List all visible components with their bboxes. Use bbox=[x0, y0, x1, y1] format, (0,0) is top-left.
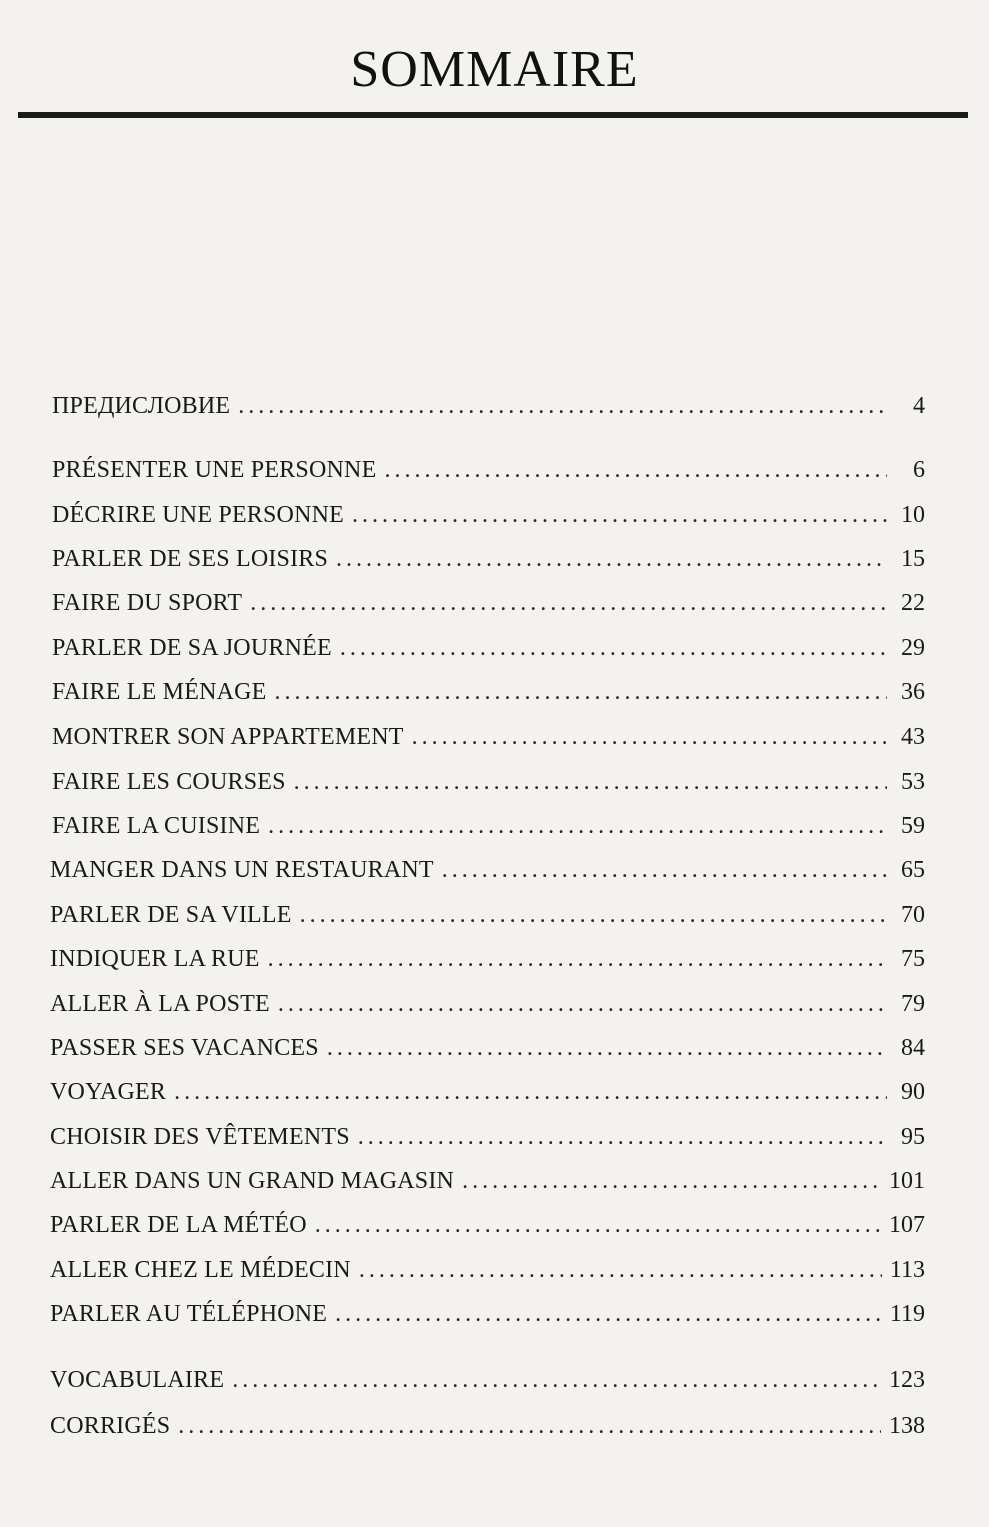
toc-entry-title: ALLER DANS UN GRAND MAGASIN bbox=[50, 1168, 455, 1194]
toc-entry[interactable] bbox=[52, 630, 925, 666]
toc-entry[interactable] bbox=[52, 452, 925, 488]
toc-entry-page-number: 123 bbox=[889, 1367, 925, 1393]
page-title: SOMMAIRE bbox=[350, 41, 639, 98]
toc-entry-page-number: 107 bbox=[889, 1212, 925, 1238]
toc-entry-title: PARLER DE SA VILLE bbox=[50, 902, 292, 928]
toc-entry-page-number: 59 bbox=[901, 813, 925, 839]
toc-entry-page-number: 101 bbox=[889, 1168, 925, 1194]
toc-entry[interactable] bbox=[50, 1252, 925, 1288]
dot-leader bbox=[359, 1252, 882, 1288]
toc-entry-title: PRÉSENTER UNE PERSONNE bbox=[52, 457, 377, 483]
toc-entry-page-number: 15 bbox=[901, 546, 925, 572]
dot-leader bbox=[327, 1030, 887, 1066]
toc-entry-title: PARLER AU TÉLÉPHONE bbox=[50, 1301, 328, 1327]
toc-entry[interactable] bbox=[50, 1119, 925, 1155]
toc-entry[interactable] bbox=[50, 897, 925, 933]
toc-entry-page-number: 22 bbox=[901, 590, 925, 616]
toc-entry-page-number: 65 bbox=[901, 857, 925, 883]
toc-entry-page-number: 119 bbox=[889, 1301, 925, 1327]
dot-leader bbox=[278, 986, 887, 1022]
dot-leader bbox=[352, 497, 887, 533]
toc-entry-page-number: 4 bbox=[913, 393, 925, 419]
toc-entry-page-number: 79 bbox=[901, 991, 925, 1017]
toc-entry[interactable] bbox=[50, 1362, 925, 1398]
toc-entry[interactable] bbox=[52, 585, 925, 621]
toc-entry-page-number: 70 bbox=[901, 902, 925, 928]
toc-entry-title: VOYAGER bbox=[50, 1079, 167, 1105]
toc-entry[interactable] bbox=[52, 719, 925, 755]
title-rule bbox=[18, 112, 968, 118]
toc-entry-title: PARLER DE SES LOISIRS bbox=[52, 546, 329, 572]
dot-leader bbox=[442, 852, 887, 888]
toc-entry-page-number: 10 bbox=[901, 502, 925, 528]
dot-leader bbox=[294, 764, 887, 800]
toc-entry[interactable] bbox=[50, 852, 925, 888]
toc-entry-page-number: 36 bbox=[901, 679, 925, 705]
toc-entry[interactable] bbox=[50, 1408, 925, 1444]
toc-entry-title: FAIRE LA CUISINE bbox=[52, 813, 261, 839]
toc-entry[interactable] bbox=[52, 541, 925, 577]
dot-leader bbox=[250, 585, 887, 621]
toc-entry[interactable] bbox=[52, 674, 925, 710]
toc-entry-title: PARLER DE SA JOURNÉE bbox=[52, 635, 332, 661]
toc-entry-title: ALLER À LA POSTE bbox=[50, 991, 270, 1017]
dot-leader bbox=[275, 674, 887, 710]
toc-entry[interactable] bbox=[52, 497, 925, 533]
toc-entry-page-number: 29 bbox=[901, 635, 925, 661]
toc-entry-page-number: 53 bbox=[901, 769, 925, 795]
toc-entry[interactable] bbox=[50, 986, 925, 1022]
toc-entry-title: FAIRE DU SPORT bbox=[52, 590, 243, 616]
toc-entry-title: FAIRE LES COURSES bbox=[52, 769, 286, 795]
toc-entry-page-number: 84 bbox=[901, 1035, 925, 1061]
dot-leader bbox=[232, 1362, 881, 1398]
toc-entry[interactable] bbox=[50, 941, 925, 977]
toc-entry-title: FAIRE LE MÉNAGE bbox=[52, 679, 267, 705]
dot-leader bbox=[340, 630, 887, 666]
toc-entry-title: MONTRER SON APPARTEMENT bbox=[52, 724, 404, 750]
toc-entry-page-number: 113 bbox=[889, 1257, 925, 1283]
dot-leader bbox=[178, 1408, 881, 1444]
toc-entry-title: MANGER DANS UN RESTAURANT bbox=[50, 857, 434, 883]
toc-entry-title: INDIQUER LA RUE bbox=[50, 946, 260, 972]
toc-entry-page-number: 95 bbox=[901, 1124, 925, 1150]
toc-entry-title: DÉCRIRE UNE PERSONNE bbox=[52, 502, 345, 528]
toc-entry[interactable] bbox=[52, 764, 925, 800]
toc-entry-page-number: 6 bbox=[913, 457, 925, 483]
toc-entry-title: PARLER DE LA MÉTÉO bbox=[50, 1212, 307, 1238]
toc-entry-title: CORRIGÉS bbox=[50, 1413, 171, 1439]
dot-leader bbox=[315, 1207, 881, 1243]
dot-leader bbox=[268, 941, 887, 977]
dot-leader bbox=[336, 541, 887, 577]
toc-entry-page-number: 75 bbox=[901, 946, 925, 972]
toc-entry[interactable] bbox=[52, 388, 925, 424]
toc-entry[interactable] bbox=[50, 1163, 925, 1199]
toc-entry-page-number: 90 bbox=[901, 1079, 925, 1105]
toc-entry[interactable] bbox=[50, 1030, 925, 1066]
toc-entry-title: VOCABULAIRE bbox=[50, 1367, 225, 1393]
toc-entry[interactable] bbox=[52, 808, 925, 844]
dot-leader bbox=[268, 808, 887, 844]
toc-entry-title: PASSER SES VACANCES bbox=[50, 1035, 319, 1061]
toc-entry-page-number: 138 bbox=[889, 1413, 925, 1439]
dot-leader bbox=[238, 388, 887, 424]
toc-entry-title: ПРЕДИСЛОВИЕ bbox=[52, 393, 231, 419]
toc-entry-title: CHOISIR DES VÊTEMENTS bbox=[50, 1124, 350, 1150]
dot-leader bbox=[412, 719, 887, 755]
dot-leader bbox=[358, 1119, 887, 1155]
toc-entry-page-number: 43 bbox=[901, 724, 925, 750]
toc-entry[interactable] bbox=[50, 1296, 925, 1332]
dot-leader bbox=[335, 1296, 882, 1332]
dot-leader bbox=[462, 1163, 881, 1199]
dot-leader bbox=[174, 1074, 887, 1110]
toc-entry-title: ALLER CHEZ LE MÉDECIN bbox=[50, 1257, 351, 1283]
toc-entry[interactable] bbox=[50, 1074, 925, 1110]
dot-leader bbox=[300, 897, 887, 933]
dot-leader bbox=[384, 452, 887, 488]
toc-entry[interactable] bbox=[50, 1207, 925, 1243]
